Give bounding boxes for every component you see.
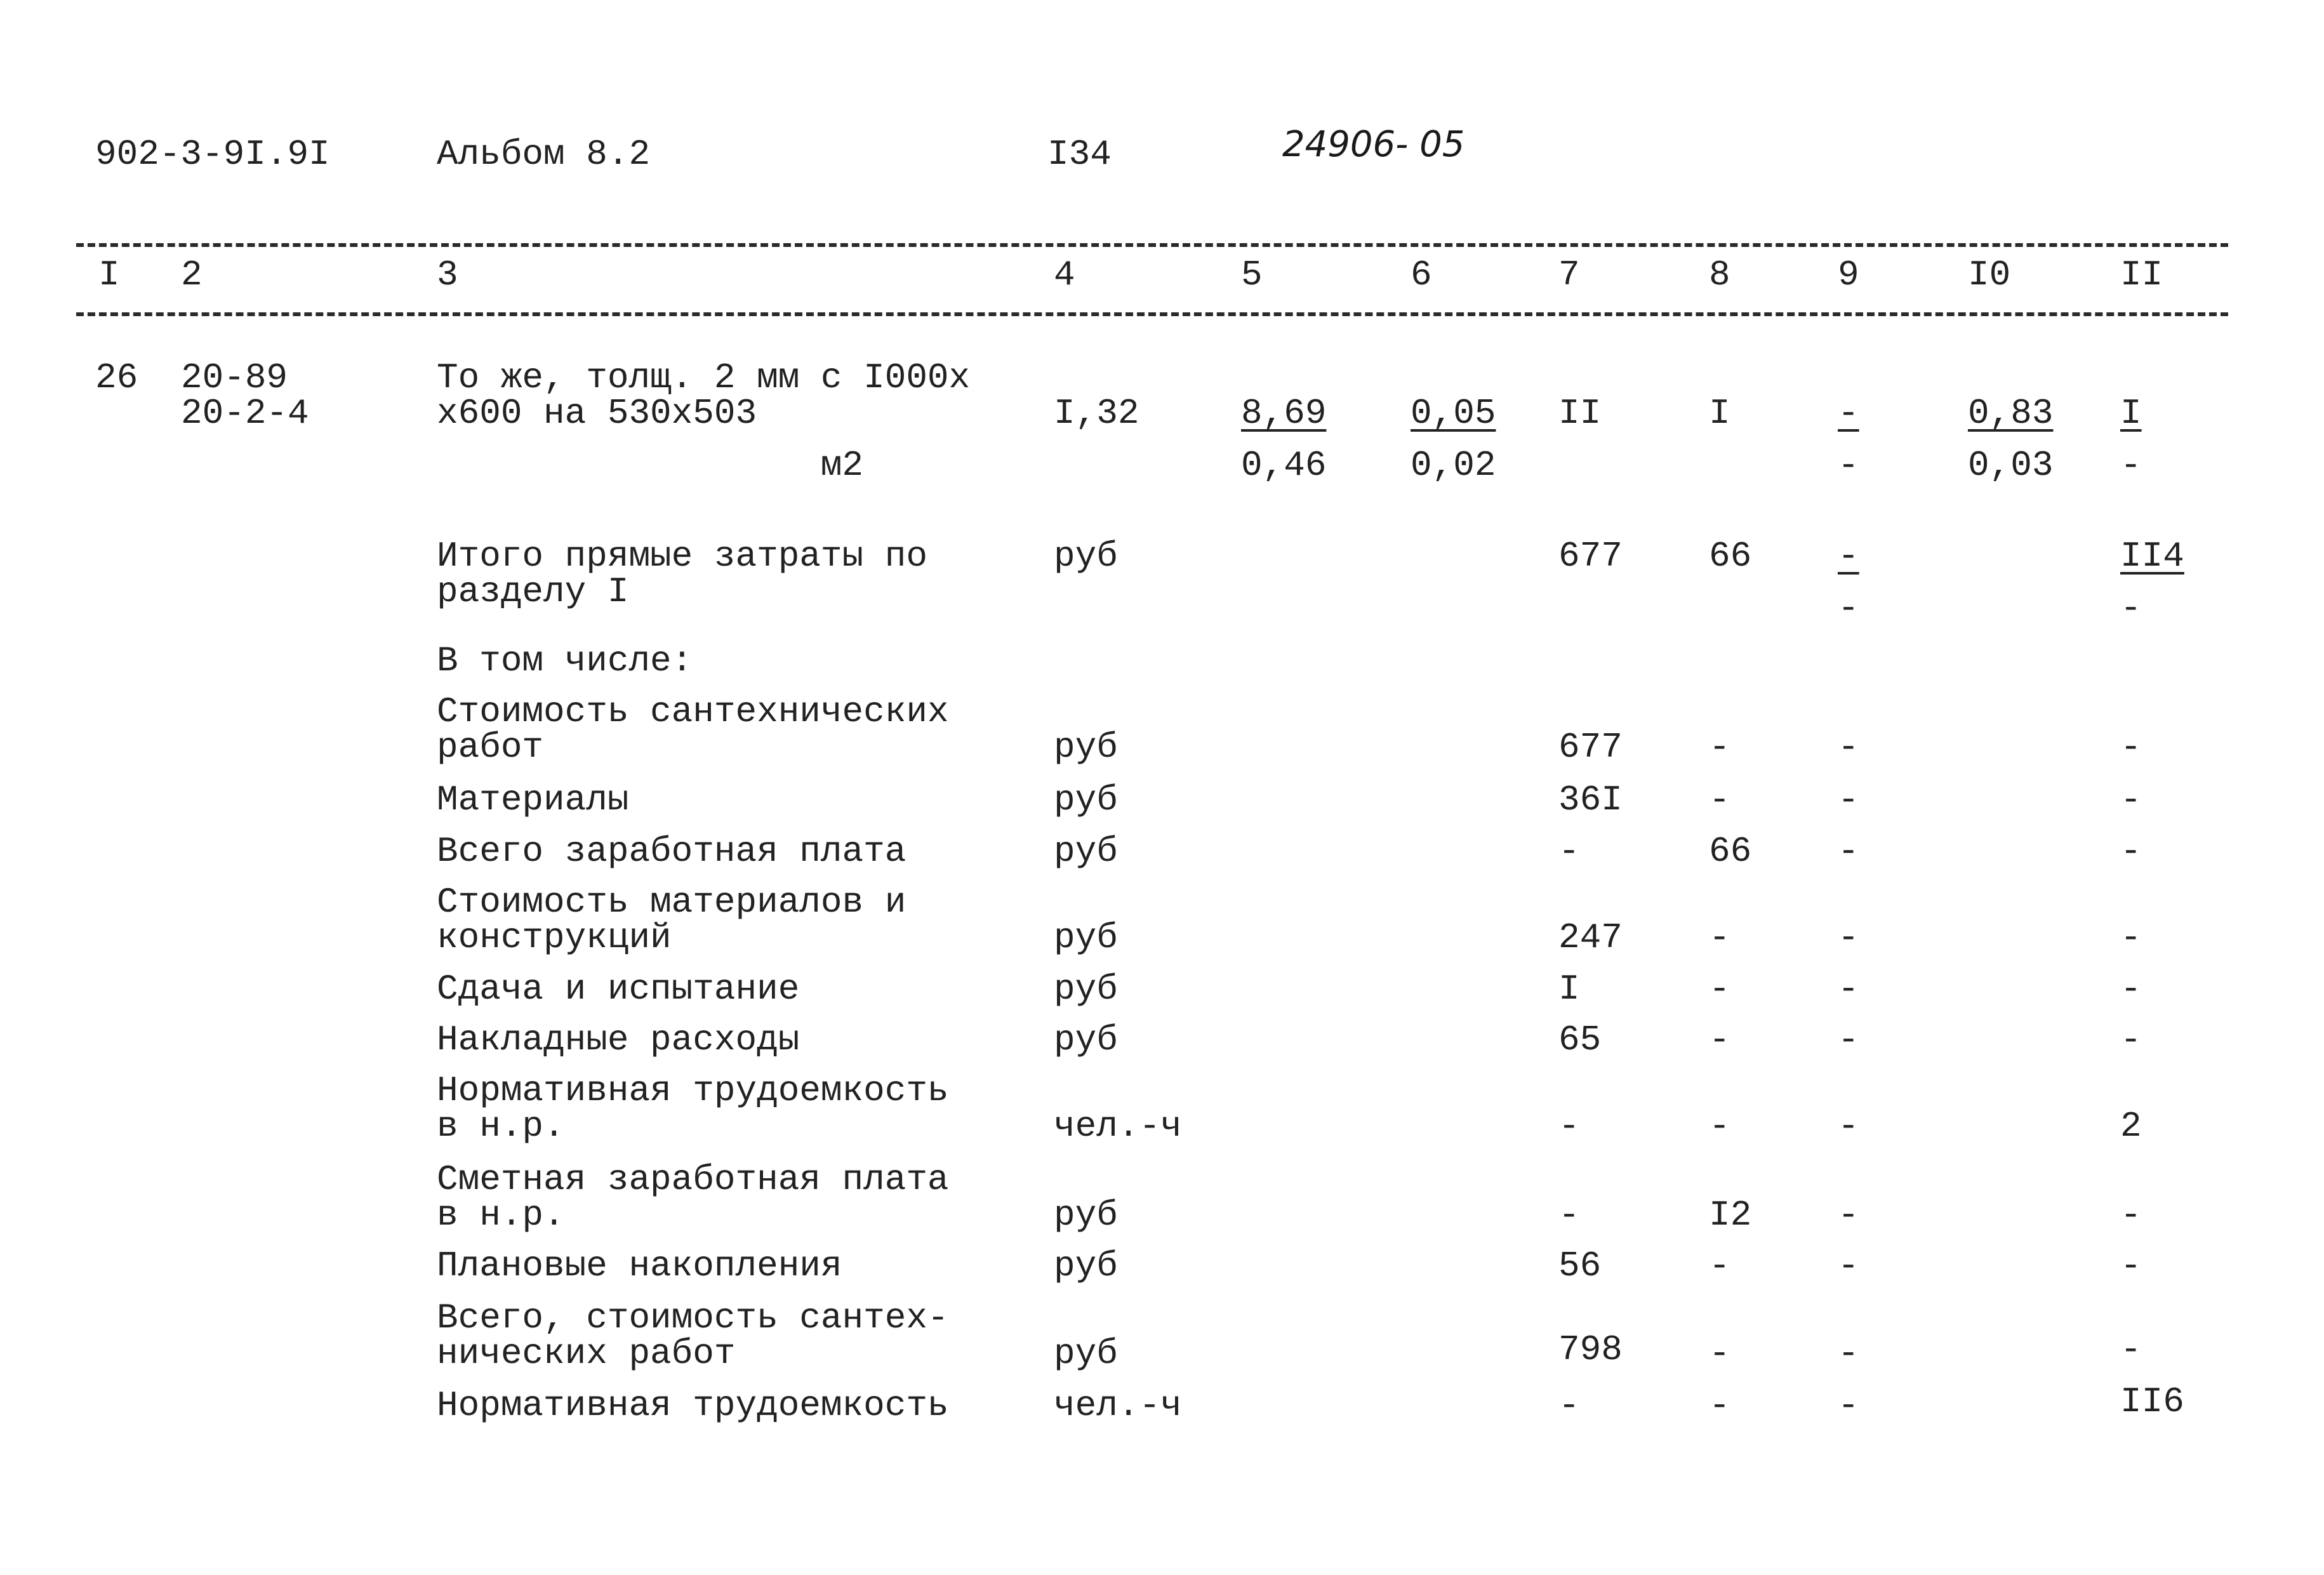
breakdown-unit: руб (1054, 831, 1118, 872)
total-col11-top: II4 (2120, 536, 2184, 576)
col-header-3: 3 (437, 255, 458, 295)
header-rule-top (76, 243, 2228, 247)
breakdown-col7: 677 (1558, 727, 1623, 768)
breakdown-unit: руб (1054, 780, 1118, 820)
breakdown-col11: - (2120, 1020, 2142, 1060)
breakdown-col8: - (1709, 727, 1730, 768)
breakdown-col8: - (1709, 917, 1730, 958)
breakdown-label: Всего заработная плата (437, 831, 906, 872)
page-number: I34 (1047, 134, 1112, 175)
breakdown-label: Плановые накопления (437, 1246, 842, 1286)
breakdown-col9: - (1838, 1195, 1859, 1235)
breakdown-col11: - (2120, 831, 2142, 872)
handwritten-code: 24906- 05 (1282, 124, 1465, 165)
col-header-11: II (2120, 255, 2163, 295)
col-header-7: 7 (1558, 255, 1580, 295)
item-code-line-1: 20-89 (181, 357, 288, 398)
total-col7: 677 (1558, 536, 1623, 576)
col-header-4: 4 (1054, 255, 1075, 295)
item-col10-top: 0,83 (1968, 393, 2054, 434)
item-number: 26 (95, 357, 138, 398)
breakdown-col11: - (2120, 780, 2142, 820)
item-col5-bottom: 0,46 (1241, 445, 1327, 486)
breakdown-label: Накладные расходы (437, 1020, 800, 1060)
breakdown-unit: руб (1054, 1195, 1118, 1235)
breakdown-label: Нормативная трудоемкость (437, 1070, 949, 1111)
breakdown-unit: руб (1054, 1020, 1118, 1060)
breakdown-col9: - (1838, 969, 1859, 1009)
breakdown-col9: - (1838, 1385, 1859, 1426)
breakdown-label: Всего, стоимость сантех- (437, 1298, 949, 1338)
breakdown-col9: - (1838, 1106, 1859, 1146)
breakdown-col8: 66 (1709, 831, 1752, 872)
including-label: В том числе: (437, 641, 693, 681)
total-col9-bottom: - (1838, 588, 1859, 628)
breakdown-col9: - (1838, 1333, 1859, 1374)
col-header-2: 2 (181, 255, 203, 295)
breakdown-col8: I2 (1709, 1195, 1752, 1235)
header-rule-bottom (76, 312, 2228, 316)
col-header-9: 9 (1838, 255, 1859, 295)
breakdown-col8: - (1709, 969, 1730, 1009)
breakdown-unit: руб (1054, 917, 1118, 958)
breakdown-col7: 36I (1558, 780, 1623, 820)
breakdown-col8: - (1709, 1106, 1730, 1146)
item-description-line-2: х600 на 530х503 (437, 393, 757, 434)
breakdown-unit: руб (1054, 727, 1118, 768)
breakdown-unit: руб (1054, 1246, 1118, 1286)
breakdown-label: в н.р. (437, 1106, 565, 1146)
col-header-1: I (98, 255, 120, 295)
doc-code: 902-3-9I.9I (95, 134, 330, 175)
breakdown-col8: - (1709, 780, 1730, 820)
breakdown-col9: - (1838, 780, 1859, 820)
breakdown-col7: - (1558, 1106, 1580, 1146)
breakdown-label: Стоимость материалов и (437, 882, 906, 922)
item-col9-top: - (1838, 393, 1859, 434)
breakdown-col9: - (1838, 727, 1859, 768)
breakdown-col7: 65 (1558, 1020, 1602, 1060)
breakdown-col11: II6 (2120, 1381, 2184, 1422)
breakdown-col8: - (1709, 1246, 1730, 1286)
col-header-5: 5 (1241, 255, 1263, 295)
total-label-line-1: Итого прямые затраты по (437, 536, 927, 576)
breakdown-col7: 247 (1558, 917, 1623, 958)
total-unit: руб (1054, 536, 1118, 576)
item-unit: м2 (820, 445, 863, 486)
item-code-line-2: 20-2-4 (181, 393, 309, 434)
breakdown-col9: - (1838, 1020, 1859, 1060)
breakdown-unit: руб (1054, 1333, 1118, 1374)
album-label: Альбом 8.2 (437, 134, 651, 175)
breakdown-label: нических работ (437, 1333, 736, 1374)
breakdown-unit: чел.-ч (1054, 1106, 1182, 1146)
breakdown-unit: руб (1054, 969, 1118, 1009)
breakdown-col8: - (1709, 1385, 1730, 1426)
item-quantity: I,32 (1054, 393, 1139, 434)
breakdown-col8: - (1709, 1333, 1730, 1374)
item-col5-top: 8,69 (1241, 393, 1327, 434)
breakdown-col7: 56 (1558, 1246, 1602, 1286)
item-col9-bottom: - (1838, 445, 1859, 486)
total-col11-bottom: - (2120, 588, 2142, 628)
breakdown-col7: I (1558, 969, 1580, 1009)
breakdown-col11: - (2120, 969, 2142, 1009)
breakdown-col7: - (1558, 1385, 1580, 1426)
breakdown-label: в н.р. (437, 1195, 565, 1235)
item-col11-top: I (2120, 393, 2142, 434)
breakdown-label: Сдача и испытание (437, 969, 800, 1009)
col-header-8: 8 (1709, 255, 1730, 295)
breakdown-label: Нормативная трудоемкость (437, 1385, 949, 1426)
breakdown-label: Сметная заработная плата (437, 1159, 949, 1200)
col-header-6: 6 (1411, 255, 1432, 295)
breakdown-col11: - (2120, 917, 2142, 958)
breakdown-label: Стоимость сантехнических (437, 691, 949, 732)
total-col9-top: - (1838, 536, 1859, 576)
item-col6-bottom: 0,02 (1411, 445, 1496, 486)
item-col10-bottom: 0,03 (1968, 445, 2054, 486)
col-header-10: I0 (1968, 255, 2011, 295)
item-col7: II (1558, 393, 1602, 434)
item-col6-top: 0,05 (1411, 393, 1496, 434)
breakdown-col11: 2 (2120, 1106, 2142, 1146)
breakdown-col11: - (2120, 1195, 2142, 1235)
breakdown-label: Материалы (437, 780, 629, 820)
breakdown-col7: - (1558, 1195, 1580, 1235)
breakdown-col8: - (1709, 1020, 1730, 1060)
breakdown-unit: чел.-ч (1054, 1385, 1182, 1426)
item-col11-bottom: - (2120, 445, 2142, 486)
breakdown-col7: - (1558, 831, 1580, 872)
breakdown-col11: - (2120, 1246, 2142, 1286)
breakdown-col9: - (1838, 1246, 1859, 1286)
item-description-line-1: То же, толщ. 2 мм с I000х (437, 357, 971, 398)
item-col8: I (1709, 393, 1730, 434)
breakdown-label: работ (437, 727, 544, 768)
breakdown-col11: - (2120, 727, 2142, 768)
total-label-line-2: разделу I (437, 571, 629, 612)
breakdown-col9: - (1838, 917, 1859, 958)
breakdown-col7: 798 (1558, 1329, 1623, 1370)
total-col8: 66 (1709, 536, 1752, 576)
breakdown-col9: - (1838, 831, 1859, 872)
breakdown-label: конструкций (437, 917, 672, 958)
breakdown-col11: - (2120, 1329, 2142, 1370)
